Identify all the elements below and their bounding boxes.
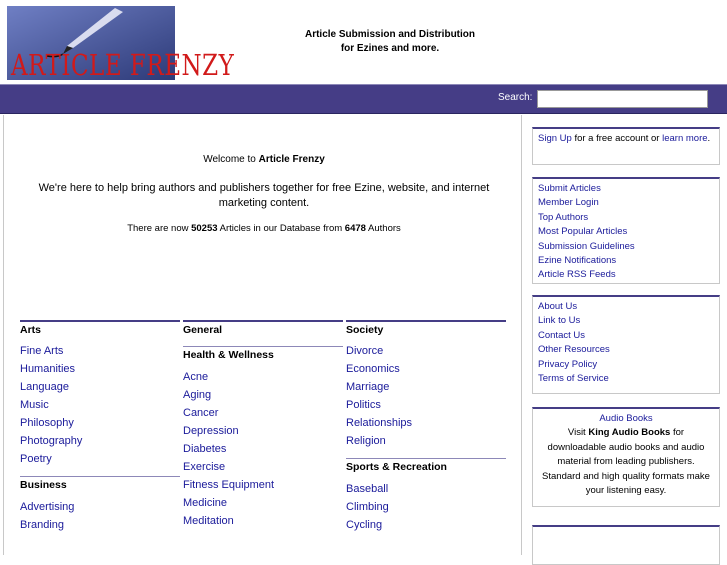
site-menu-box (532, 295, 720, 394)
member-menu-box (532, 177, 720, 284)
category-link-aging[interactable]: Aging (183, 389, 212, 401)
sidebar-link-most-popular-articles[interactable]: Most Popular Articles (538, 226, 628, 238)
signup-link[interactable]: Sign Up (538, 133, 572, 144)
author-count: 6478 (344, 223, 366, 234)
category-heading-general[interactable]: General (183, 320, 343, 338)
site-logo[interactable] (7, 6, 235, 83)
category-heading-health-and-wellness[interactable]: Health & Wellness (183, 346, 343, 364)
category-link-philosophy[interactable]: Philosophy (20, 417, 74, 429)
sidebar-link-submit-articles[interactable]: Submit Articles (538, 183, 601, 194)
category-link-marriage[interactable]: Marriage (346, 381, 390, 393)
tagline-line-2: for Ezines and more. (340, 43, 440, 54)
audio-books-title-link[interactable]: Audio Books (599, 413, 653, 424)
search-input[interactable] (537, 90, 708, 108)
stats-suffix: Authors (365, 223, 401, 234)
category-link-photography[interactable]: Photography (20, 435, 83, 447)
stats-prefix: There are now (127, 223, 192, 234)
category-link-acne[interactable]: Acne (183, 371, 209, 383)
category-gap (183, 338, 343, 346)
sidebar (527, 115, 727, 555)
sidebar-link-contact-us[interactable]: Contact Us (538, 329, 585, 341)
category-link-economics[interactable]: Economics (346, 363, 400, 375)
stats-middle: Articles in our Database from (217, 223, 345, 234)
category-link-divorce[interactable]: Divorce (346, 345, 384, 357)
article-count: 50253 (191, 223, 218, 234)
signup-box (532, 127, 720, 165)
category-heading-arts[interactable]: Arts (20, 320, 180, 338)
sidebar-link-article-rss-feeds[interactable]: Article RSS Feeds (538, 269, 616, 281)
category-heading-sports-and-recreation[interactable]: Sports & Recreation (346, 458, 506, 476)
header (0, 0, 727, 84)
stats-text (24, 222, 504, 236)
category-link-language[interactable]: Language (20, 381, 69, 393)
category-link-cycling[interactable]: Cycling (346, 519, 383, 531)
king-audio-books-link[interactable]: King Audio Books (588, 427, 671, 439)
mission-text: We're here to help bring authors and publishers together for free Ezine, website, and internet marketing content. (38, 182, 490, 209)
main-content (3, 115, 522, 555)
category-link-list (183, 368, 343, 530)
category-link-exercise[interactable]: Exercise (183, 461, 226, 473)
sidebar-bottom-box (532, 525, 720, 565)
audio-books-text (538, 426, 714, 498)
category-link-depression[interactable]: Depression (183, 425, 239, 437)
category-link-advertising[interactable]: Advertising (20, 501, 75, 513)
category-column-2 (183, 320, 343, 530)
category-link-religion[interactable]: Religion (346, 435, 386, 447)
tagline-line-1: Article Submission and Distribution (304, 29, 475, 40)
welcome-site-name: Article Frenzy (258, 154, 325, 165)
audio-books-box (532, 407, 720, 507)
category-link-fine-arts[interactable]: Fine Arts (20, 345, 64, 357)
category-gap (20, 468, 180, 476)
category-link-politics[interactable]: Politics (346, 399, 381, 411)
sidebar-link-terms-of-service[interactable]: Terms of Service (538, 373, 609, 385)
category-link-cancer[interactable]: Cancer (183, 407, 219, 419)
learn-more-link[interactable]: learn more (662, 133, 708, 144)
category-column-1 (20, 320, 180, 534)
logo-wordmark: ARTICLE FRENZY (11, 50, 235, 83)
audio-description: for downloadable audio books and audio material from leading publishers. Standard and high quality formats make your listening easy. (542, 427, 710, 497)
category-link-list (346, 342, 506, 450)
category-link-baseball[interactable]: Baseball (346, 483, 389, 495)
sidebar-link-ezine-notifications[interactable]: Ezine Notifications (538, 255, 617, 267)
category-link-climbing[interactable]: Climbing (346, 501, 389, 513)
category-link-relationships[interactable]: Relationships (346, 417, 413, 429)
category-link-poetry[interactable]: Poetry (20, 453, 52, 465)
welcome-prefix: Welcome to (203, 154, 259, 165)
category-link-list (20, 498, 180, 534)
category-gap (346, 450, 506, 458)
search-bar (0, 84, 727, 114)
sidebar-link-top-authors[interactable]: Top Authors (538, 211, 589, 223)
sidebar-link-about-us[interactable]: About Us (538, 301, 578, 312)
category-link-meditation[interactable]: Meditation (183, 515, 234, 527)
category-heading-business[interactable]: Business (20, 476, 180, 494)
category-link-music[interactable]: Music (20, 399, 49, 411)
category-link-diabetes[interactable]: Diabetes (183, 443, 227, 455)
site-tagline (270, 28, 510, 56)
audio-visit-text: Visit (567, 427, 589, 439)
category-link-fitness-equipment[interactable]: Fitness Equipment (183, 479, 275, 491)
category-column-3 (346, 320, 506, 534)
signup-text: for a free account or (571, 133, 663, 144)
welcome-heading (24, 153, 504, 167)
category-link-list (346, 480, 506, 534)
category-link-branding[interactable]: Branding (20, 519, 65, 531)
sidebar-link-other-resources[interactable]: Other Resources (538, 344, 610, 356)
sidebar-link-submission-guidelines[interactable]: Submission Guidelines (538, 240, 635, 252)
search-label: Search: (498, 92, 533, 103)
signup-end: . (707, 133, 711, 144)
sidebar-link-link-to-us[interactable]: Link to Us (538, 315, 581, 327)
category-heading-society[interactable]: Society (346, 320, 506, 338)
category-link-medicine[interactable]: Medicine (183, 497, 228, 509)
sidebar-link-privacy-policy[interactable]: Privacy Policy (538, 358, 598, 370)
category-link-humanities[interactable]: Humanities (20, 363, 76, 375)
welcome-section (24, 153, 504, 236)
sidebar-link-member-login[interactable]: Member Login (538, 197, 599, 209)
category-link-list (20, 342, 180, 468)
